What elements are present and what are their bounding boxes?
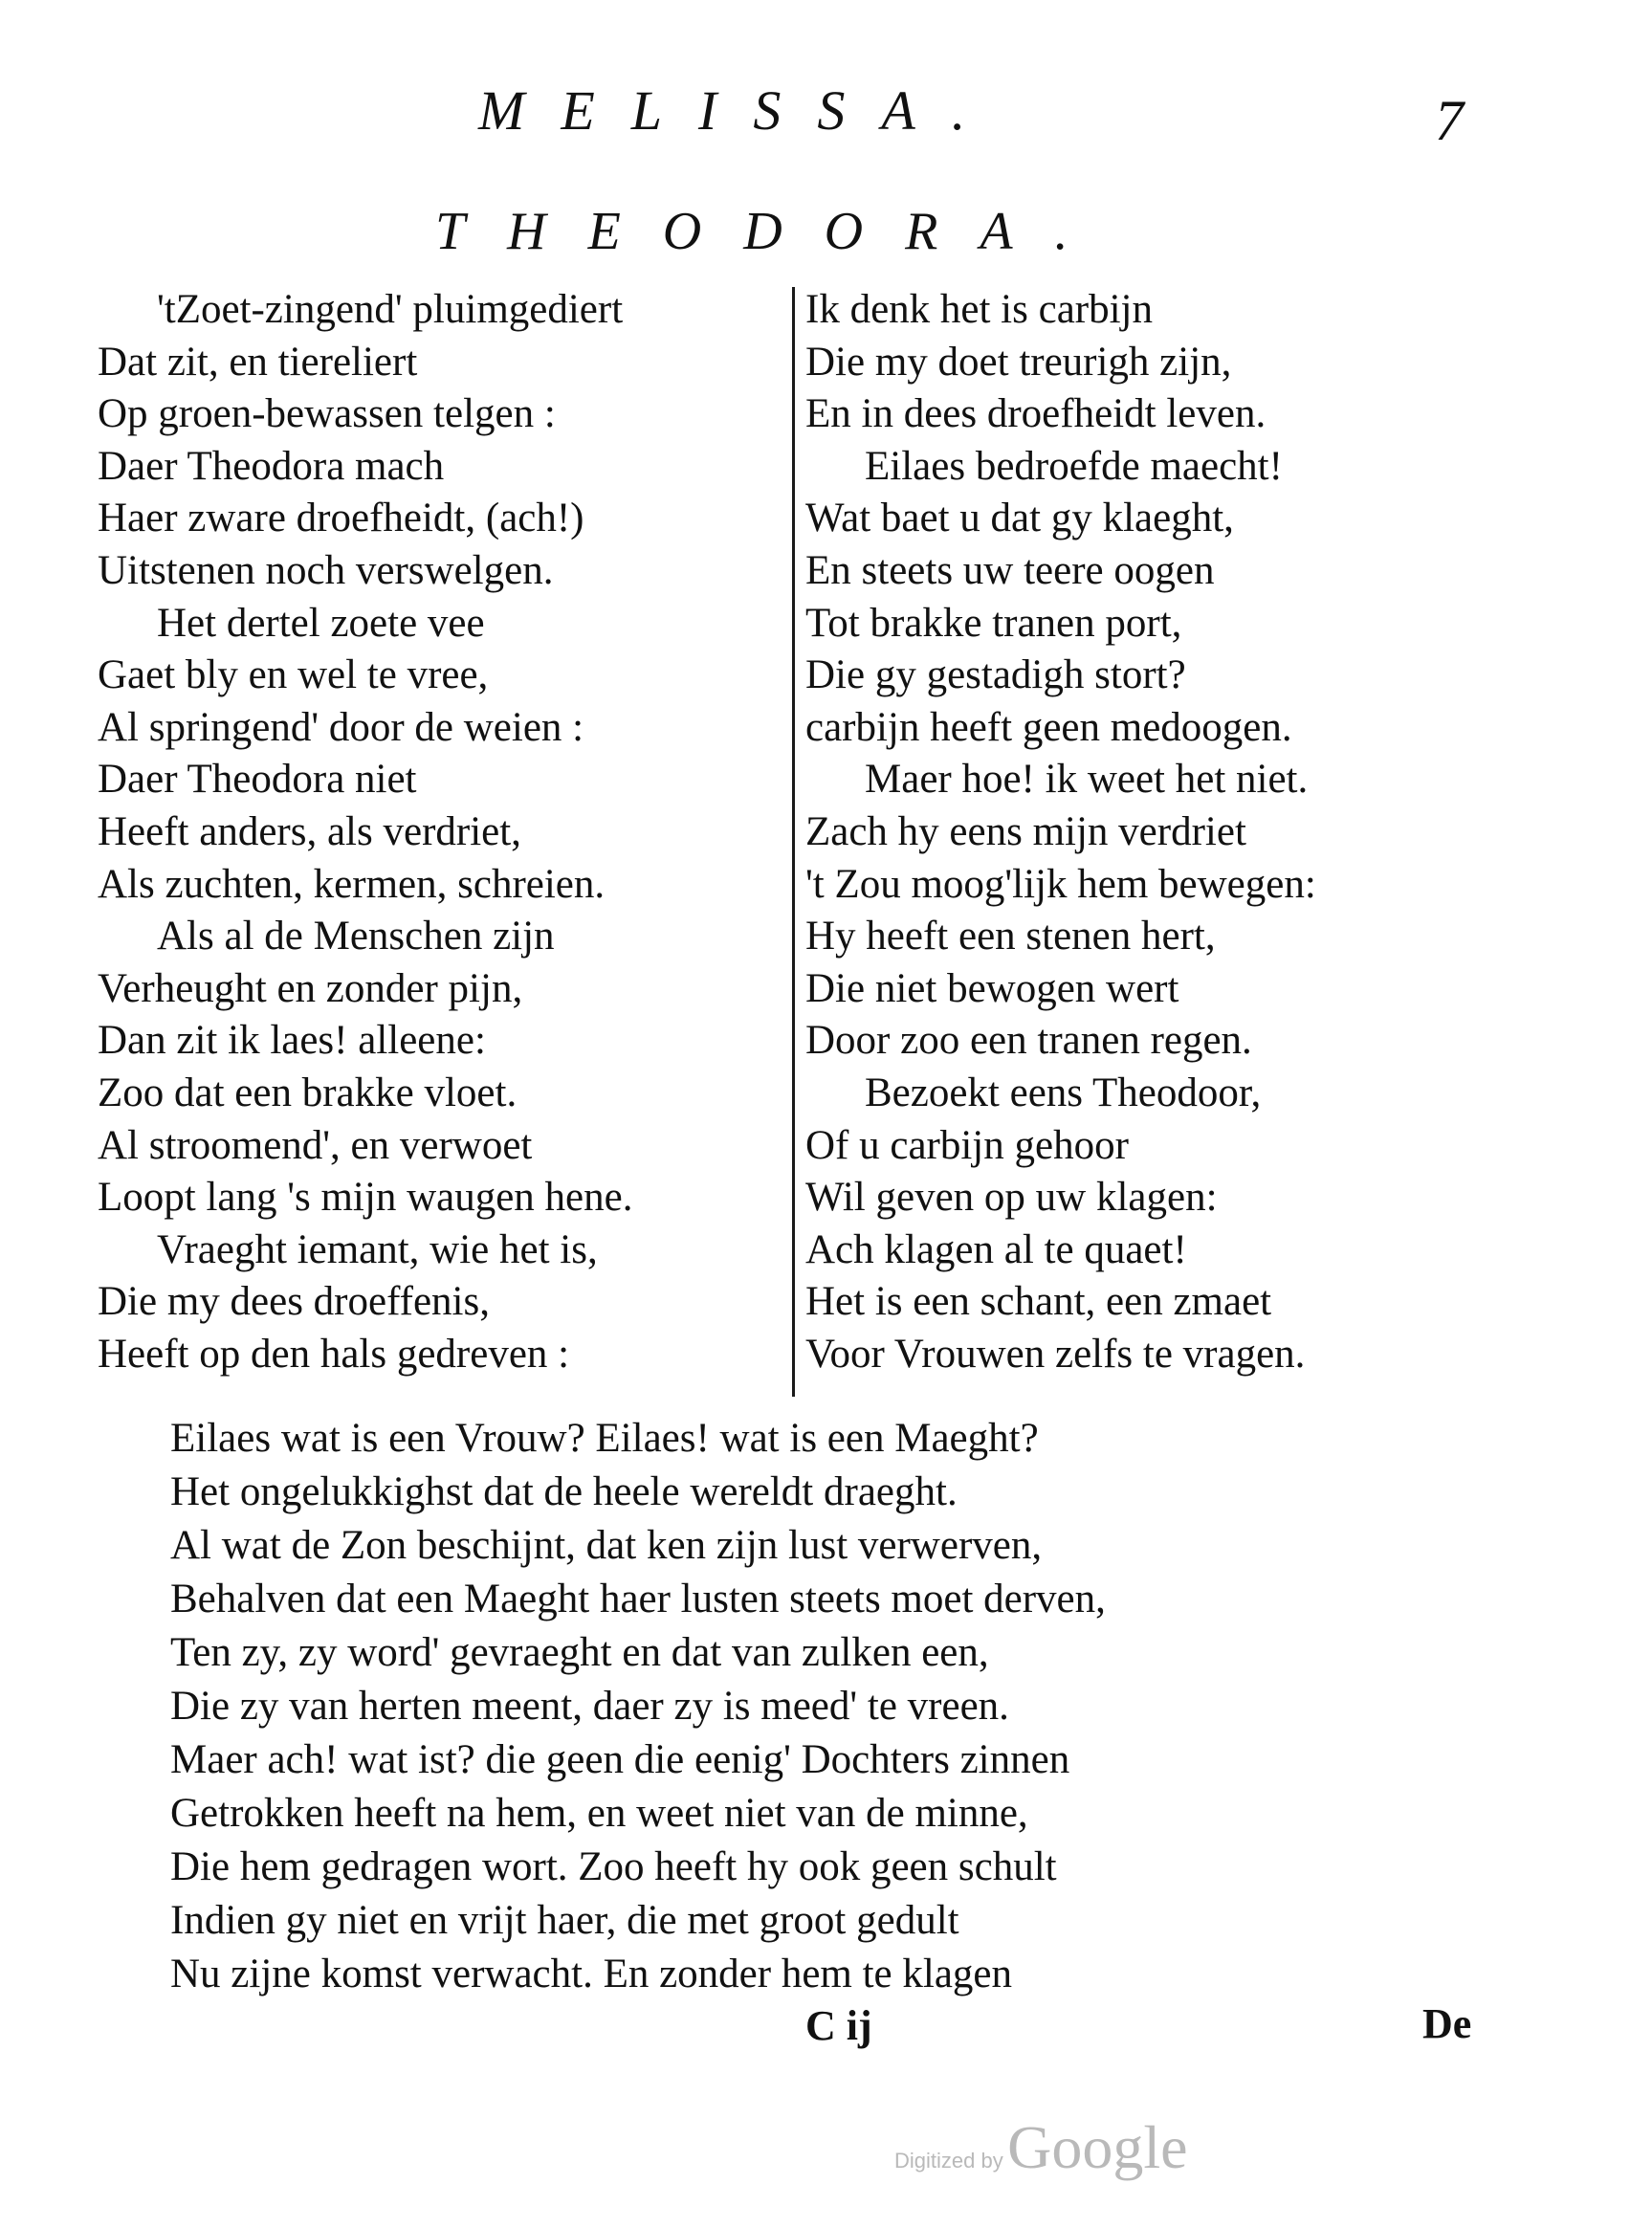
verse-line: Verheught en zonder pijn, [98,965,523,1011]
verse-line: Door zoo een tranen regen. [805,1018,1252,1064]
verse-line: Die hem gedragen wort. Zoo heeft hy ook geen schult [170,1844,1057,1889]
verse-line: Bezoekt eens Theodoor, [865,1070,1262,1115]
verse-line: Loopt lang 's mijn waugen hene. [98,1175,633,1221]
verse-line: Het ongelukkighst dat de heele wereldt draeght. [170,1469,958,1514]
verse-line: En steets uw teere oogen [805,547,1215,593]
watermark-prefix: Digitized by [894,2149,1003,2173]
verse-line: Al springend' door de weien : [98,704,584,750]
verse-line: En in dees droefheidt leven. [805,391,1267,437]
verse-line: Daer Theodora niet [98,757,417,803]
verse-line: Die niet bewogen wert [805,965,1179,1011]
verse-line: Heeft op den hals gedreven : [98,1331,570,1377]
verse-line: Maer ach! wat ist? die geen die eenig' Dochters zinnen [170,1737,1070,1782]
verse-line: Voor Vrouwen zelfs te vragen. [805,1331,1306,1377]
verse-line: Eilaes wat is een Vrouw? Eilaes! wat is een Maeght? [170,1416,1039,1461]
verse-line: Gaet bly en wel te vree, [98,652,489,698]
left-verse-column [98,284,786,1380]
verse-line: Haer zware droefheidt, (ach!) [98,496,584,541]
verse-line: Het is een schant, een zmaet [805,1279,1272,1325]
page-number: 7 [1435,89,1464,152]
verse-line: 't Zou moog'lijk hem bewegen: [805,861,1316,907]
verse-line: Tot brakke tranen port, [805,600,1182,646]
verse-line: carbijn heeft geen medoogen. [805,704,1292,750]
speaker-heading: THEODORA. [435,202,1111,261]
right-verse-column [805,284,1494,1380]
verse-line: Zoo dat een brakke vloet. [98,1070,518,1115]
digitization-watermark [894,2112,1188,2183]
verse-line: Als al de Menschen zijn [157,914,555,960]
verse-line: Uitstenen noch verswelgen. [98,547,554,593]
verse-line: Hy heeft een stenen hert, [805,914,1216,960]
column-divider [792,287,795,1397]
verse-line: Als zuchten, kermen, schreien. [98,861,606,907]
verse-line: Op groen-bewassen telgen : [98,391,556,437]
full-width-stanza [170,1412,1414,2001]
verse-line: Zach hy eens mijn verdriet [805,808,1246,854]
verse-line: Wat baet u dat gy klaeght, [805,496,1234,541]
verse-line: Wil geven op uw klagen: [805,1175,1218,1221]
verse-line: Indien gy niet en vrijt haer, die met groot gedult [170,1898,959,1943]
verse-line: Eilaes bedroefde maecht! [865,443,1283,489]
signature-mark: C ij [805,2002,872,2049]
verse-line: Die gy gestadigh stort? [805,652,1186,698]
verse-line: Het dertel zoete vee [157,600,485,646]
verse-line: Maer hoe! ik weet het niet. [865,757,1309,803]
verse-line: Nu zijne komst verwacht. En zonder hem te klagen [170,1952,1013,1996]
verse-line: Daer Theodora mach [98,443,445,489]
verse-line: Al stroomend', en verwoet [98,1122,533,1168]
verse-line: Of u carbijn gehoor [805,1122,1129,1168]
verse-line: Al wat de Zon beschijnt, dat ken zijn lust verwerven, [170,1523,1043,1568]
verse-line: Behalven dat een Maeght haer lusten steets moet derven, [170,1577,1106,1621]
verse-line: 'tZoet-zingend' pluimgediert [157,287,624,332]
verse-line: Dan zit ik laes! alleene: [98,1018,486,1064]
verse-line: Heeft anders, als verdriet, [98,808,521,854]
verse-line: Getrokken heeft na hem, en weet niet van de minne, [170,1791,1028,1836]
watermark-brand: Google [1007,2113,1188,2181]
verse-line: Ten zy, zy word' gevraeght en dat van zulken een, [170,1630,989,1675]
verse-line: Die zy van herten meent, daer zy is meed' te vreen. [170,1684,1009,1729]
running-head: MELISSA. [478,79,1002,142]
verse-line: Vraeght iemant, wie het is, [157,1226,598,1272]
verse-line: Dat zit, en tiereliert [98,339,418,385]
catchword: De [1422,2000,1472,2047]
verse-line: Ik denk het is carbijn [805,287,1154,332]
verse-line: Ach klagen al te quaet! [805,1226,1187,1272]
verse-line: Die my dees droeffenis, [98,1279,490,1325]
verse-line: Die my doet treurigh zijn, [805,339,1232,385]
